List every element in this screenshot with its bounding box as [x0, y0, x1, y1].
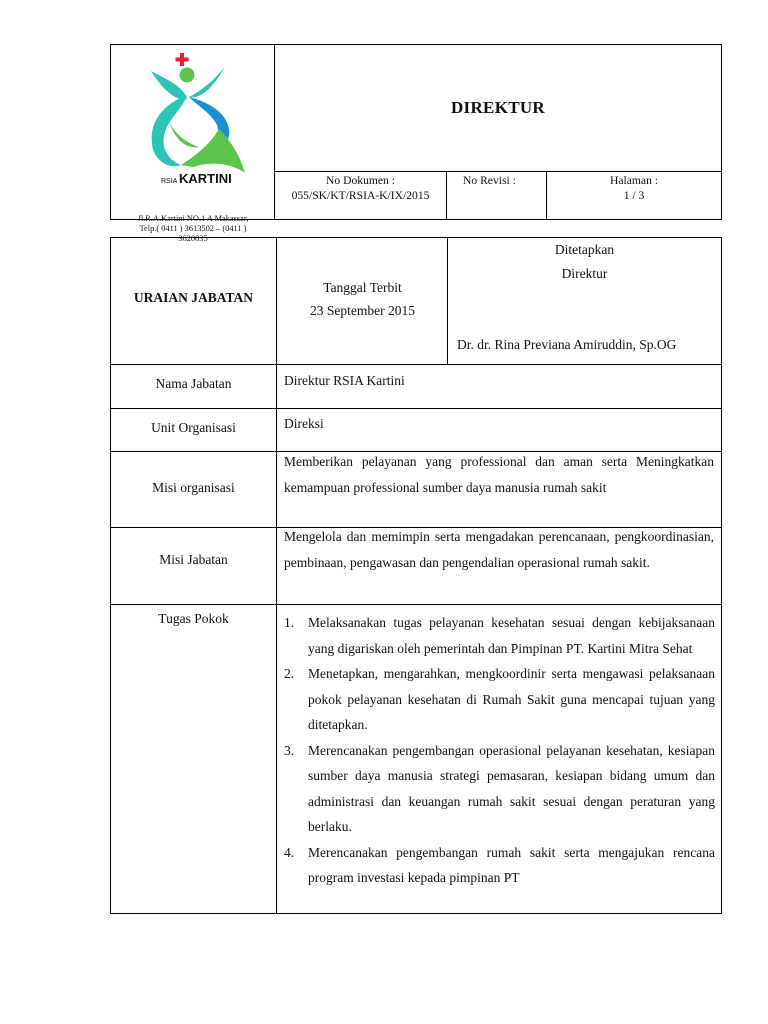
- hospital-logo: [141, 51, 253, 191]
- row-label-position-name: Nama Jabatan: [155, 376, 232, 391]
- row-label-org-mission: Misi organisasi: [152, 480, 235, 495]
- address-line: Jl.R.A.Kartini NO.1 A Makassar,: [137, 214, 249, 223]
- page-label: Halaman :: [610, 174, 658, 187]
- page-value: 1 / 3: [623, 189, 645, 202]
- task-text: Merencanakan pengembangan rumah sakit serta mengajukan rencana program investasi kepada pimpinan PT: [308, 844, 715, 885]
- task-item: [277, 661, 715, 738]
- task-text: Melaksanakan tugas pelayanan kesehatan sesuai dengan kebijaksanaan yang digariskan oleh pemerintah dan Pimpinan PT. Kartini Mitra Sehat: [308, 615, 715, 656]
- page-cell: [547, 172, 721, 220]
- task-number: 1.: [284, 615, 295, 630]
- document-header: [110, 44, 722, 243]
- row-divider: [111, 408, 721, 409]
- approval-label: Ditetapkan: [554, 242, 615, 257]
- row-label-main-tasks: Tugas Pokok: [158, 611, 229, 626]
- task-text: Menetapkan, mengarahkan, mengkoordinir serta mengawasi pelaksanaan pokok pelayanan kesehatan di Rumah Sakit guna mencapai tujuan yang ditetapkan.: [308, 666, 715, 732]
- row-divider: [111, 604, 721, 605]
- document-number-cell: [275, 172, 447, 220]
- document-number-value: 055/SK/KT/RSIA-K/IX/2015: [291, 189, 430, 202]
- task-item: [277, 840, 715, 891]
- row-label-position-mission: Misi Jabatan: [159, 552, 228, 567]
- document-number-label: No Dokumen :: [326, 174, 395, 187]
- revision-label: No Revisi :: [463, 174, 516, 187]
- revision-cell: [447, 172, 547, 220]
- task-item: [277, 738, 715, 840]
- task-number: 2.: [284, 666, 295, 681]
- approval-role: Direktur: [561, 266, 608, 281]
- main-tasks-list: [277, 610, 715, 891]
- document-meta-row: [275, 171, 721, 220]
- svg-text:RSIA: RSIA: [161, 178, 178, 185]
- logo-cell: [111, 45, 275, 243]
- section-title: URAIAN JABATAN: [133, 290, 254, 305]
- task-text: Merencanakan pengembangan operasional pelayanan kesehatan, kesiapan sumber daya manusia strategi pemasaran, kesiapan bidang umum dan administrasi dan keuangan rumah sakit sesuai dengan peraturan yang berlaku.: [308, 742, 715, 834]
- row-value-position-mission: Mengelola dan memimpin serta mengadakan perencanaan, pengkoordinasian, pembinaan, pengawasan dan pengendalian operasional rumah sakit.: [284, 529, 714, 570]
- row-label-unit: Unit Organisasi: [151, 420, 236, 435]
- approval-cell: [448, 238, 721, 286]
- task-number: 3.: [284, 742, 295, 758]
- address-line: 3620035: [178, 234, 208, 243]
- row-value-org-mission: Memberikan pelayanan yang professional dan aman serta Meningkatkan kemampuan professional sumber daya manusia rumah sakit: [284, 454, 714, 495]
- issue-date-label: Tanggal Terbit: [323, 280, 402, 295]
- task-number: 4.: [284, 844, 295, 860]
- row-value-unit: Direksi: [284, 416, 324, 431]
- row-value-position-name: Direktur RSIA Kartini: [284, 373, 405, 388]
- svg-text:KARTINI: KARTINI: [179, 171, 232, 186]
- issue-date-cell: [277, 276, 448, 322]
- task-item: [277, 610, 715, 661]
- job-description-table: [110, 237, 722, 914]
- approver-name: Dr. dr. Rina Previana Amiruddin, Sp.OG: [457, 337, 677, 352]
- document-title: DIREKTUR: [450, 98, 546, 117]
- address-line: Telp.( 0411 ) 3613502 – (0411 ): [139, 224, 247, 233]
- issue-date-value: 23 September 2015: [310, 303, 415, 318]
- row-divider: [111, 364, 721, 365]
